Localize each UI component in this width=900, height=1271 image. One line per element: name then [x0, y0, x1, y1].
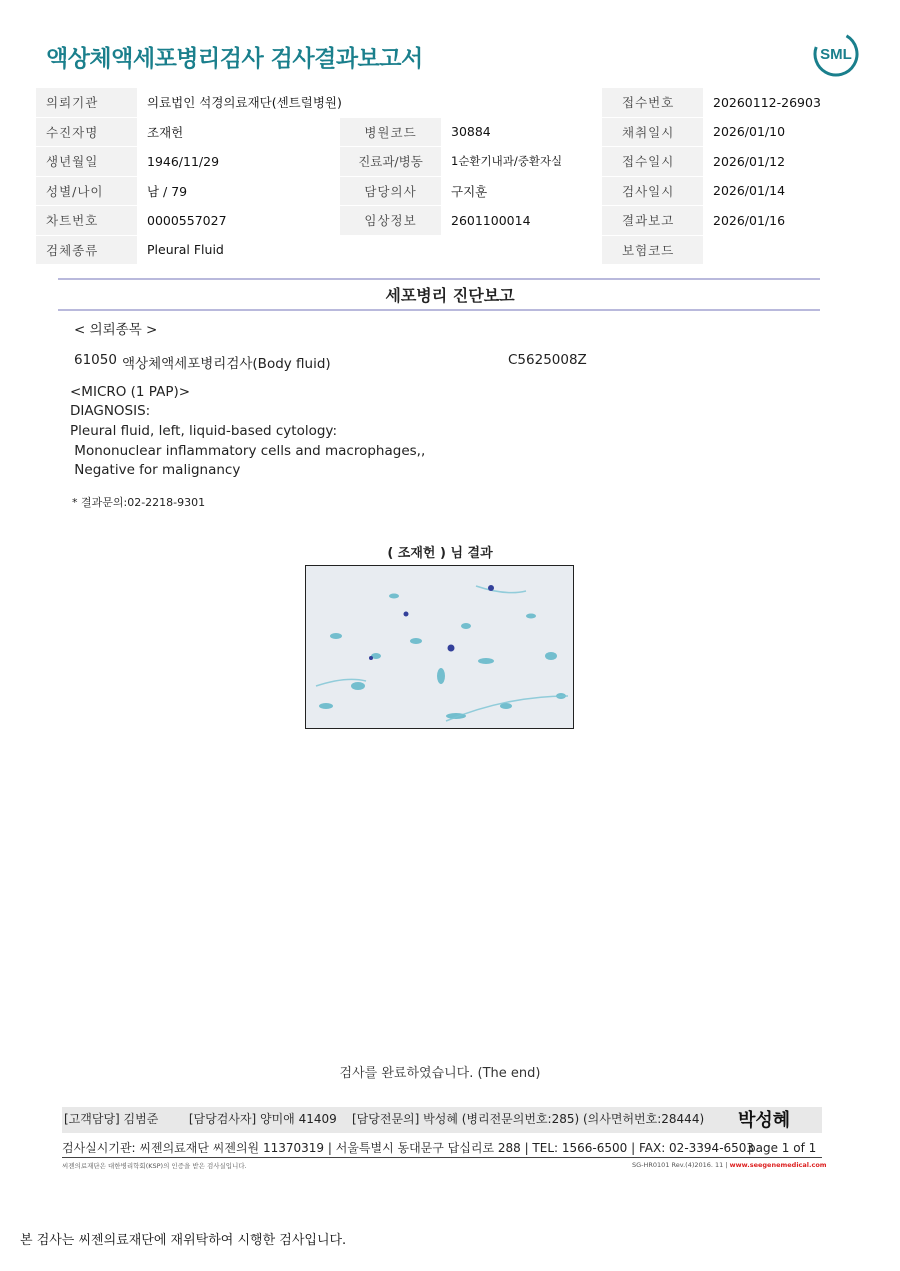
info-row — [36, 88, 864, 117]
logo-text: SML — [820, 46, 852, 63]
lab-info: 검사실시기관: 씨젠의료재단 씨젠의원 11370319 | 서울특별시 동대문구 답십리로 288 | TEL: 1566-6500 | FAX: 02-3394-6503 — [62, 1141, 755, 1155]
label-receipt-number: 접수번호 — [602, 88, 703, 117]
value-collection-date: 2026/01/10 — [703, 117, 864, 147]
info-row — [36, 235, 864, 265]
info-row — [36, 147, 864, 177]
label-test-date: 검사일시 — [602, 176, 703, 206]
value-doctor: 구지훈 — [441, 176, 602, 206]
request-header: < 의뢰종목 > — [74, 322, 158, 338]
value-specimen-type: Pleural Fluid — [137, 235, 602, 265]
image-label: ( 조재헌 ) 님 결과 — [387, 546, 493, 561]
value-hospital-code: 30884 — [441, 117, 602, 147]
diagnosis-label: DIAGNOSIS: — [70, 403, 151, 419]
label-patient-name: 수진자명 — [36, 117, 137, 147]
label-doctor: 담당의사 — [340, 176, 441, 206]
label-clinical-info: 임상정보 — [340, 206, 441, 236]
staff-info-bar: [고객담당] 김범준 [담당검사자] 양미애 41409 [담당전문의] 박성혜 (병리전문의번호:285) (의사면허번호:28444) — [62, 1107, 822, 1133]
info-row — [36, 206, 864, 236]
value-test-date: 2026/01/14 — [703, 176, 864, 206]
label-receipt-date: 접수일시 — [602, 147, 703, 177]
label-chart-number: 차트번호 — [36, 206, 137, 236]
info-row — [36, 117, 864, 147]
value-result-report: 2026/01/16 — [703, 206, 864, 236]
value-chart-number: 0000557027 — [137, 206, 340, 236]
label-specimen-type: 검체종류 — [36, 235, 137, 265]
diagnosis-line-3: Negative for malignancy — [70, 462, 241, 478]
value-patient-name: 조재헌 — [137, 117, 340, 147]
info-row — [36, 176, 864, 206]
website-link[interactable]: www.seegenemedical.com — [729, 1161, 827, 1169]
value-sex-age: 남 / 79 — [137, 176, 340, 206]
patient-info-table — [36, 88, 864, 265]
value-clinical-info: 2601100014 — [441, 206, 602, 236]
label-requesting-institution: 의뢰기관 — [36, 88, 137, 117]
page-number: page 1 of 1 — [748, 1141, 817, 1155]
outsourcing-note: 본 검사는 씨젠의료재단에 재위탁하여 시행한 검사입니다. — [20, 1233, 347, 1248]
label-hospital-code: 병원코드 — [340, 117, 441, 147]
pathologist-signature: 박성혜 — [738, 1110, 791, 1131]
value-receipt-date: 2026/01/12 — [703, 147, 864, 177]
value-requesting-institution: 의료법인 석경의료재단(센트럴병원) — [137, 88, 602, 117]
cytology-slide-image — [305, 565, 574, 729]
diagnosis-line-1: Pleural fluid, left, liquid-based cytology: — [70, 423, 337, 439]
value-birth-date: 1946/11/29 — [137, 147, 340, 177]
form-code-text: SG-HR0101 Rev.(4)2016. 11 | — [632, 1161, 728, 1169]
report-title: 액상체액세포병리검사 검사결과보고서 — [46, 46, 423, 72]
label-collection-date: 채취일시 — [602, 117, 703, 147]
end-text: 검사를 완료하였습니다. (The end) — [339, 1066, 541, 1081]
certification-note: 씨젠의료재단은 대한병리학회(KSP)의 인증을 받은 검사실입니다. — [62, 1162, 247, 1170]
label-birth-date: 생년월일 — [36, 147, 137, 177]
test-id: C5625008Z — [508, 352, 587, 368]
section-divider-top — [58, 278, 820, 280]
label-insurance-code: 보험코드 — [602, 235, 703, 265]
value-department: 1순환기내과/중환자실 — [441, 147, 602, 177]
sml-logo-icon — [812, 30, 860, 78]
value-receipt-number: 20260112-26903 — [703, 88, 864, 117]
result-contact: * 결과문의:02-2218-9301 — [72, 496, 206, 509]
label-result-report: 결과보고 — [602, 206, 703, 236]
footer-divider — [62, 1157, 822, 1158]
section-title: 세포병리 진단보고 — [385, 286, 515, 305]
diagnosis-line-2: Mononuclear inflammatory cells and macrophages,, — [70, 443, 426, 459]
micro-label: <MICRO (1 PAP)> — [70, 384, 191, 400]
label-department: 진료과/병동 — [340, 147, 441, 177]
test-name: 액상체액세포병리검사(Body fluid) — [122, 356, 331, 372]
section-divider-bottom — [58, 309, 820, 311]
form-code — [632, 1161, 827, 1169]
label-sex-age: 성별/나이 — [36, 176, 137, 206]
value-insurance-code — [703, 235, 864, 265]
test-code: 61050 — [74, 352, 117, 368]
